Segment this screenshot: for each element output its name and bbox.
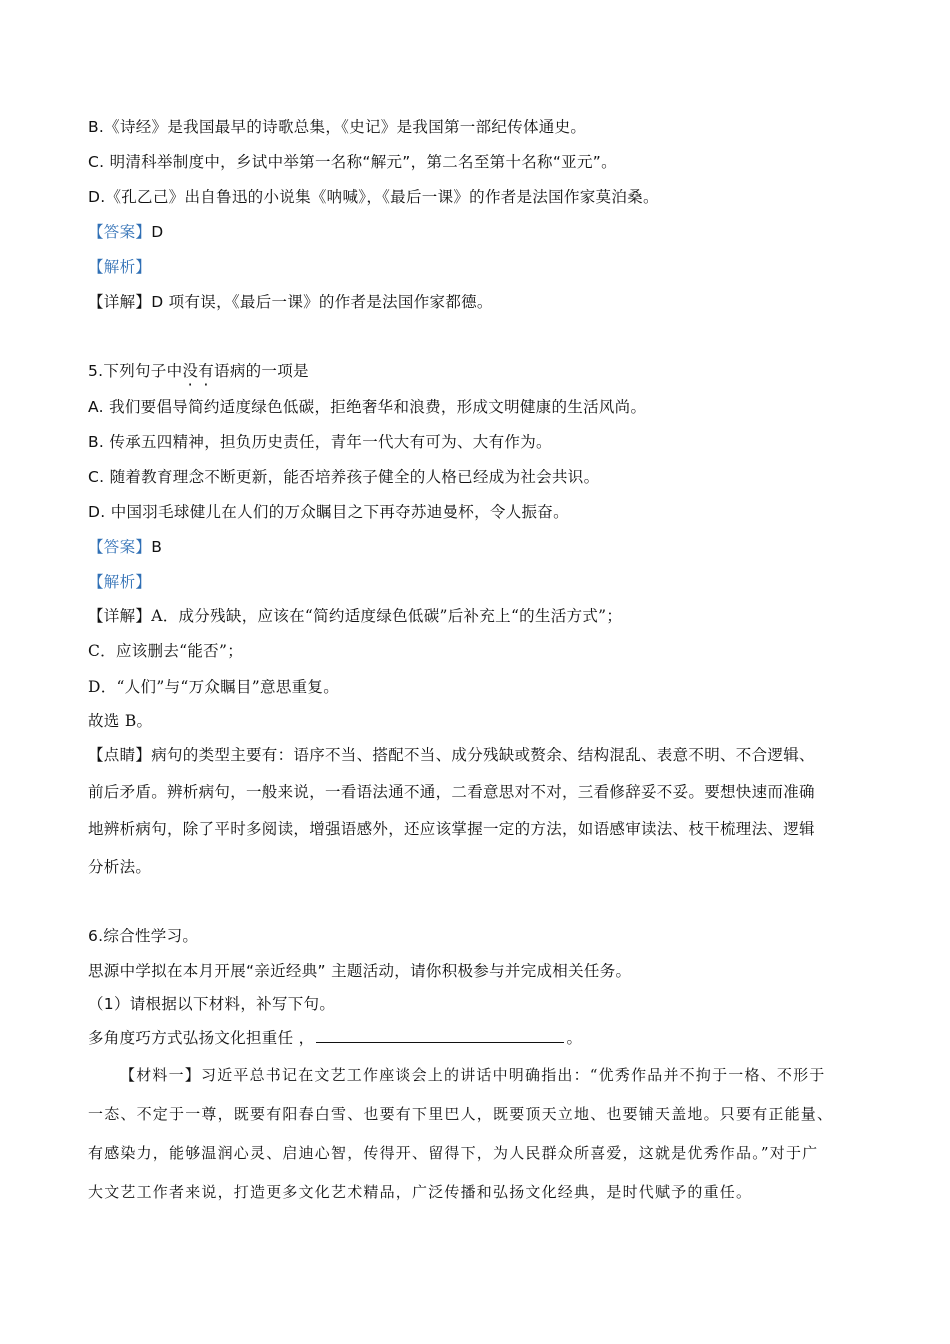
answer-blank[interactable] bbox=[316, 1026, 564, 1043]
q4-answer bbox=[88, 221, 163, 243]
answer-label: 【答案】 bbox=[88, 538, 152, 556]
q4-analysis-label: 【解析】 bbox=[88, 258, 152, 276]
detail-text: D 项有误，《最后一课》的作者是法国作家都德。 bbox=[151, 293, 493, 311]
q5-emphasis-1: 没 bbox=[182, 362, 199, 380]
q5-answer bbox=[88, 536, 162, 558]
q5-stem bbox=[88, 360, 309, 382]
material-line-3: 有感染力，能够温润心灵、启迪心智，传得开、留得下，为人民群众所喜爱，这就是优秀作品。”对于广 bbox=[88, 1144, 819, 1162]
detail-label: 【详解】 bbox=[88, 607, 152, 625]
q6-fill-blank[interactable] bbox=[88, 1026, 582, 1049]
q5-tip-line-2: 前后矛盾。辨析病句，一般来说，一看语法通不通，二看意思对不对，三看修辞妥不妥。要想快速而准确 bbox=[88, 783, 815, 801]
answer-value: D bbox=[151, 223, 164, 241]
tip-text-1: 病句的类型主要有：语序不当、搭配不当、成分残缺或赘余、结构混乱、表意不明、不合逻辑、 bbox=[151, 746, 815, 764]
material-line-4: 大文艺工作者来说，打造更多文化艺术精品，广泛传播和弘扬文化经典，是时代赋予的重任。 bbox=[88, 1183, 753, 1201]
q5-option-a: A. 我们要倡导简约适度绿色低碳，拒绝奢华和浪费，形成文明健康的生活风尚。 bbox=[88, 398, 647, 416]
q6-intro: 思源中学拟在本月开展“亲近经典” 主题活动，请你积极参与并完成相关任务。 bbox=[88, 962, 632, 980]
q6-sub-question-1: （1）请根据以下材料，补写下句。 bbox=[88, 995, 336, 1013]
q4-option-d: D.《孔乙己》出自鲁迅的小说集《呐喊》，《最后一课》的作者是法国作家莫泊桑。 bbox=[88, 188, 659, 206]
fill-prefix: 多角度巧方式弘扬文化担重任 ， bbox=[88, 1029, 315, 1047]
detail-label: 【详解】 bbox=[88, 293, 152, 311]
material-line-2: 一态、不定于一尊，既要有阳春白雪、也要有下里巴人，既要顶天立地、也要铺天盖地。只要有正能量、 bbox=[88, 1105, 834, 1123]
q5-tip-line-4: 分析法。 bbox=[88, 858, 152, 876]
fill-suffix: 。 bbox=[566, 1029, 583, 1047]
material-line-1: 【材料一】习近平总书记在文艺工作座谈会上的讲话中明确指出：“优秀作品并不拘于一格、不形于 bbox=[120, 1066, 826, 1084]
q4-option-b: B.《诗经》是我国最早的诗歌总集，《史记》是我国第一部纪传体通史。 bbox=[88, 118, 587, 136]
q5-detail-c: C．应该删去“能否”； bbox=[88, 642, 244, 660]
q5-option-b: B. 传承五四精神，担负历史责任，青年一代大有可为、大有作为。 bbox=[88, 433, 552, 451]
q5-detail-a bbox=[88, 605, 622, 627]
q4-detail bbox=[88, 291, 493, 313]
detail-a-text: A．成分残缺，应该在“简约适度绿色低碳”后补充上“的生活方式”； bbox=[151, 607, 623, 625]
q5-stem-suffix: 语病的一项是 bbox=[214, 362, 309, 380]
q5-analysis-label: 【解析】 bbox=[88, 573, 152, 591]
answer-value: B bbox=[151, 538, 163, 556]
q5-tip-line-3: 地辨析病句，除了平时多阅读，增强语感外，还应该掌握一定的方法，如语感审读法、枝干梳理法、逻辑 bbox=[88, 820, 815, 838]
q5-option-d: D. 中国羽毛球健儿在人们的万众瞩目之下再夺苏迪曼杯，令人振奋。 bbox=[88, 503, 569, 521]
q6-title: 6.综合性学习。 bbox=[88, 927, 199, 945]
answer-label: 【答案】 bbox=[88, 223, 152, 241]
q5-detail-d: D．“人们”与“万众瞩目”意思重复。 bbox=[88, 678, 340, 696]
q5-emphasis-2: 有 bbox=[198, 362, 215, 380]
q5-stem-prefix: 5.下列句子中 bbox=[88, 362, 183, 380]
q5-option-c: C. 随着教育理念不断更新，能否培养孩子健全的人格已经成为社会共识。 bbox=[88, 468, 600, 486]
tip-label: 【点睛】 bbox=[88, 746, 152, 764]
q5-choose: 故选 B。 bbox=[88, 712, 153, 730]
q5-tip-line-1 bbox=[88, 744, 815, 766]
q4-option-c: C. 明清科举制度中，乡试中举第一名称“解元”，第二名至第十名称“亚元”。 bbox=[88, 153, 617, 171]
